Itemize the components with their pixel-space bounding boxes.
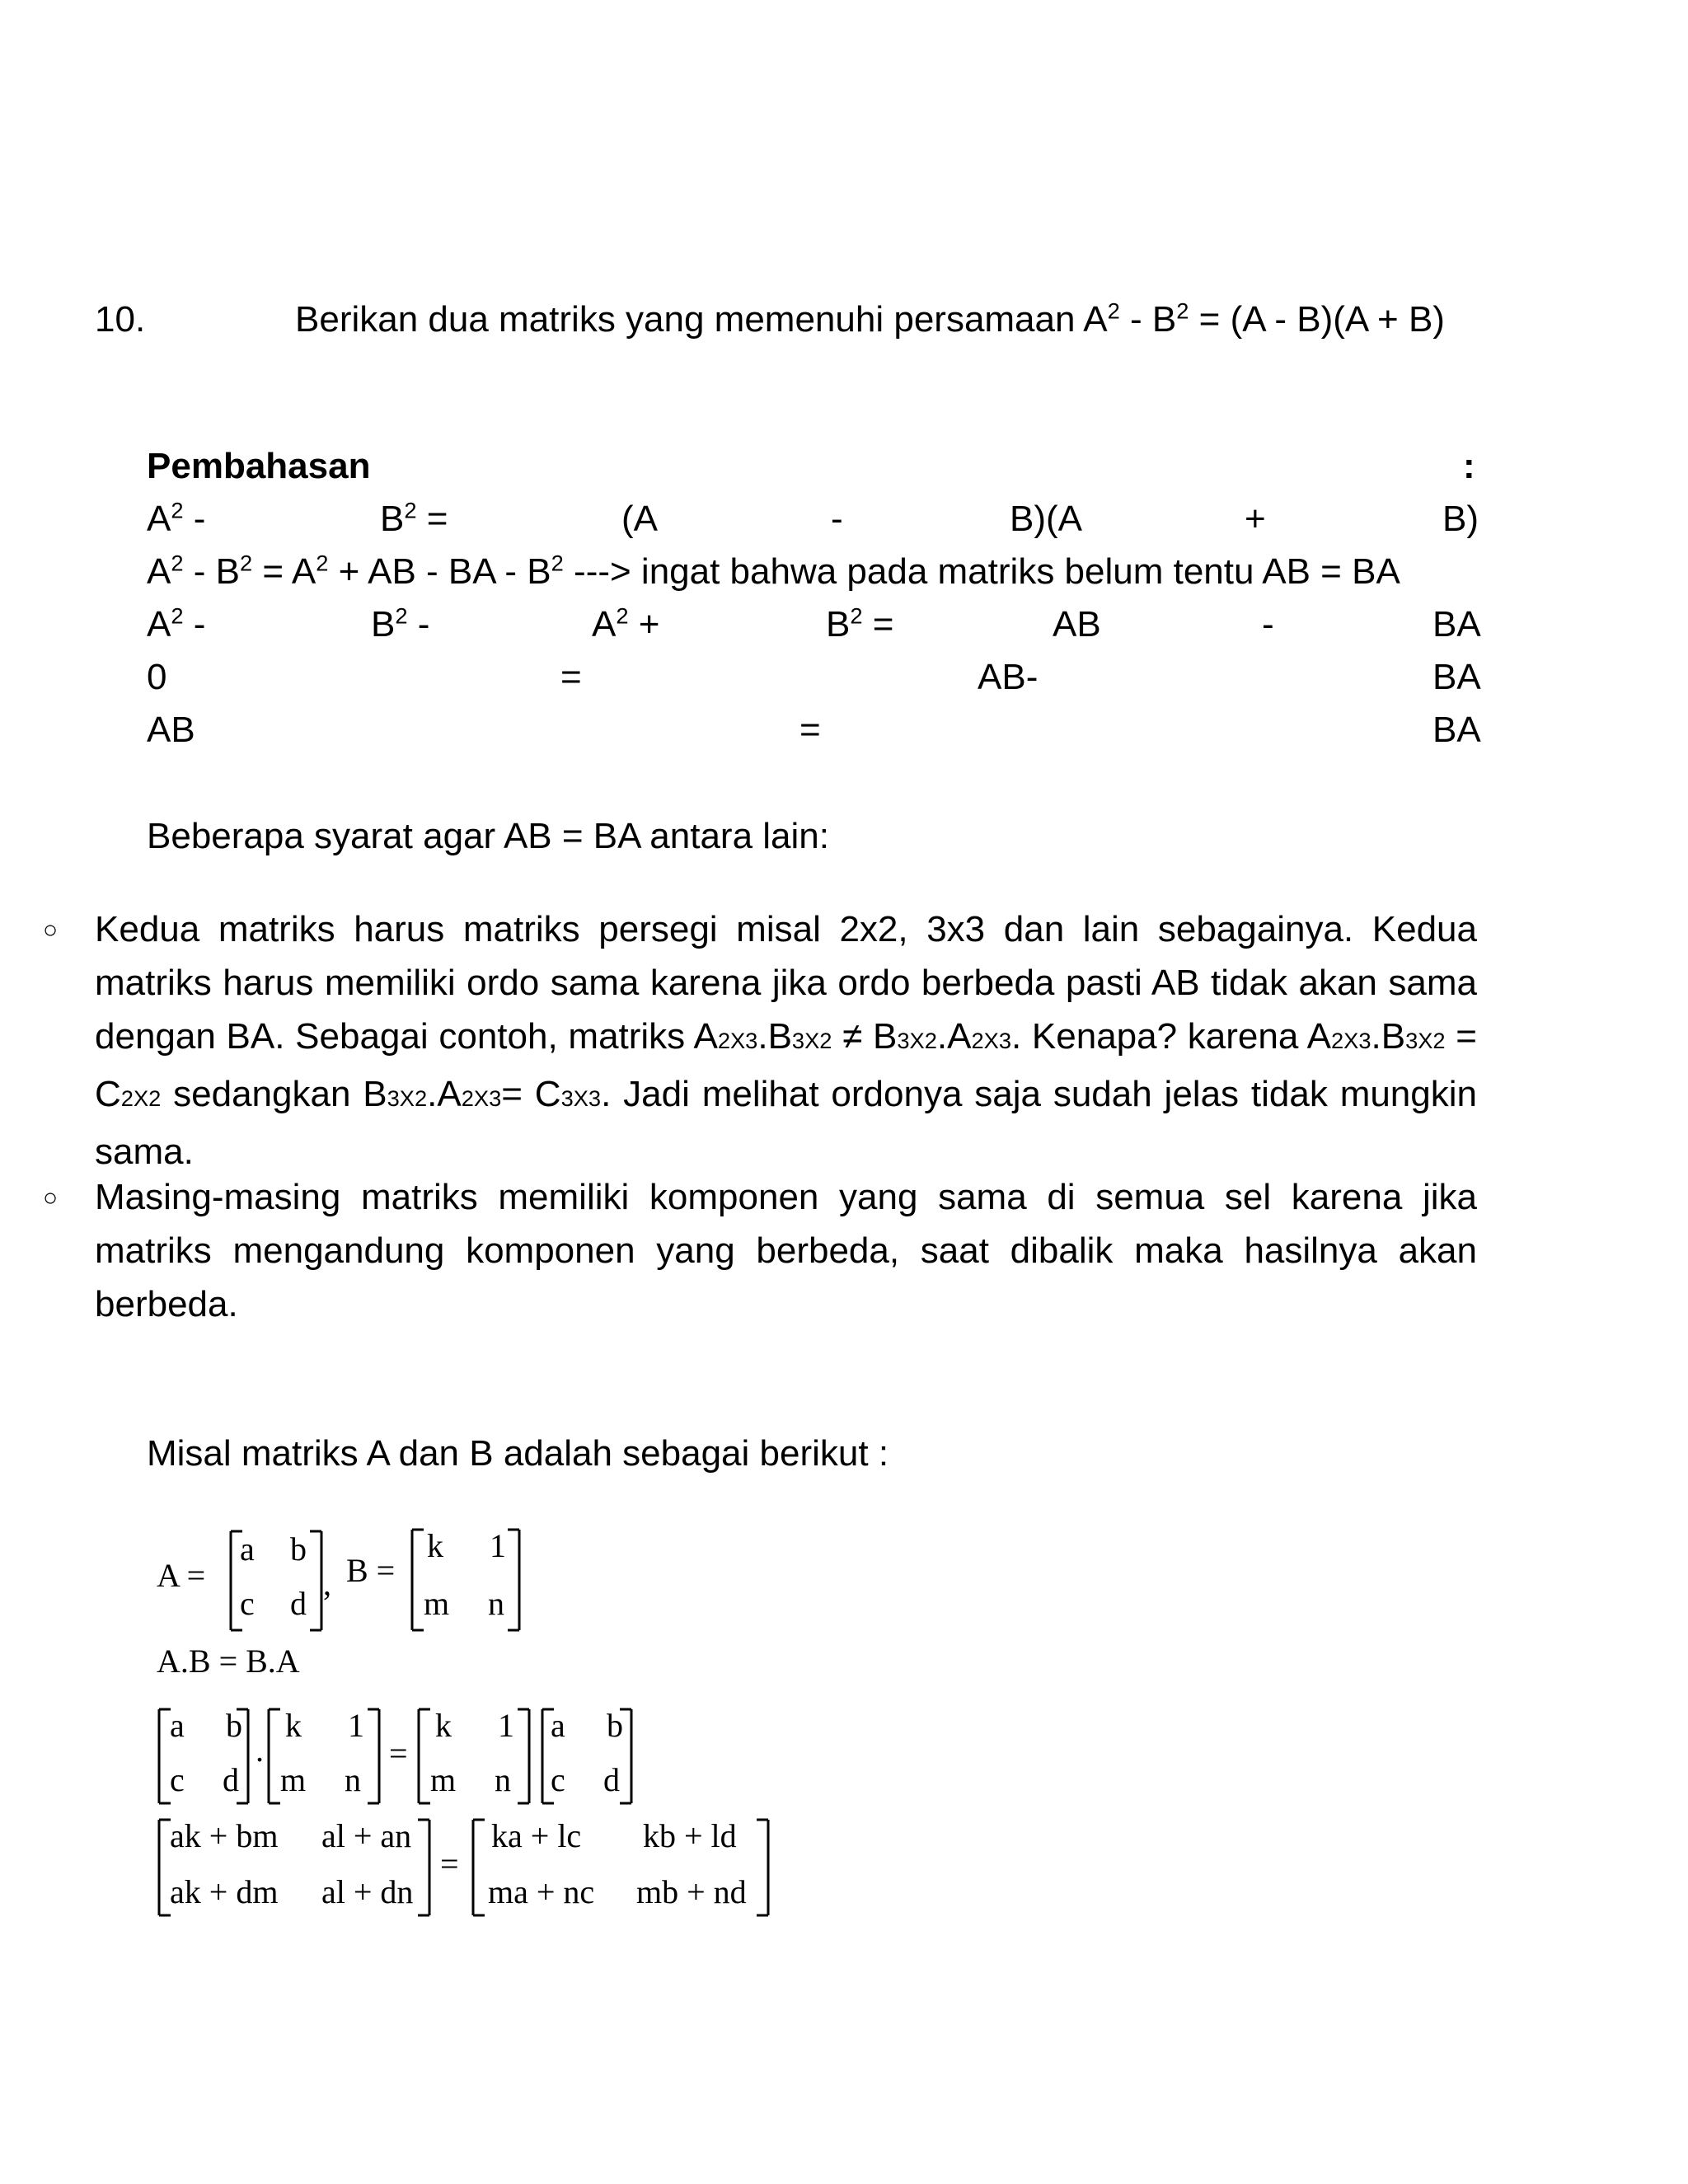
A-11: a — [240, 1530, 255, 1568]
result-right-22: mb + nd — [636, 1873, 747, 1910]
A-12: b — [290, 1530, 307, 1568]
eq2-A-21: c — [170, 1761, 185, 1798]
eq2-A-22: d — [223, 1761, 239, 1798]
bullet-1-text: Kedua matriks harus matriks persegi misal 2x2, 3x3 dan lain sebagainya. Kedua matriks harus memiliki ordo sama karena jika ordo berbeda pasti AB tidak akan sama dengan BA. Sebagai contoh, matriks A2X3.B3X2 ≠ B3X2.A2X3. Kenapa? karena A2X3.B3X2 = C2X2 sedangkan B3X2.A2X3= C3X3. Jadi melihat ordonya saja sudah jelas tidak mungkin sama. — [95, 909, 1478, 1172]
r1-c2: $B^2$ = — [380, 497, 448, 539]
eq2-A2-12: b — [607, 1707, 623, 1744]
eq2-A-11: a — [170, 1707, 185, 1744]
eq2-B2-12: 1 — [498, 1707, 514, 1744]
r3-c3: $A^2$ + — [592, 602, 660, 644]
r1-c1: $A^2$ - — [147, 497, 206, 539]
r1-c5: B)(A — [1010, 499, 1082, 539]
result-left-12: al + an — [321, 1817, 412, 1854]
r4-c3: AB- — [978, 657, 1039, 697]
result-right-11: ka + lc — [491, 1817, 582, 1854]
question-text: Berikan dua matriks yang memenuhi persamaan $A^2 - B^2 = (A - B)(A + B)$ — [295, 298, 1445, 340]
conditions-intro: Beberapa syarat agar AB = BA antara lain: — [147, 816, 829, 856]
equation-row-2: $A^2 - B^2 = A^2$ + AB - BA - $B^2$ ---> ingat bahwa pada matriks belum tentu AB = BA — [147, 550, 1400, 592]
r3-c1: $A^2$ - — [147, 602, 206, 644]
bullet-2-marker: ○ — [43, 1184, 59, 1212]
r1-c4: - — [831, 499, 843, 539]
r1-c6: + — [1245, 499, 1266, 539]
eq2-B-22: n — [345, 1761, 361, 1798]
eq2-equals: = — [389, 1735, 408, 1772]
A-21: c — [240, 1585, 255, 1622]
eq2-A2-22: d — [603, 1761, 620, 1798]
comma: , — [323, 1565, 331, 1602]
r5-c3: BA — [1432, 710, 1481, 750]
result-right-12: kb + ld — [643, 1817, 737, 1854]
eq2-B2-21: m — [430, 1761, 457, 1798]
B-21: m — [424, 1585, 450, 1622]
r5-c2: = — [799, 710, 821, 750]
B-22: n — [488, 1585, 504, 1622]
question-number: 10. — [95, 299, 146, 340]
bullet-2-text: Masing-masing matriks memiliki komponen yang sama di semua sel karena jika matriks mengandung komponen yang berbeda, saat dibalik maka hasilnya akan berbeda. — [95, 1177, 1477, 1324]
eq2-B-11: k — [285, 1707, 302, 1744]
eq2-B2-22: n — [495, 1761, 511, 1798]
r3-c6: - — [1262, 604, 1274, 644]
label-A: A = — [157, 1557, 206, 1594]
eq2-A2-11: a — [551, 1707, 565, 1744]
bracket-B — [404, 1528, 528, 1632]
eq2-B2-11: k — [435, 1707, 452, 1744]
result-right-21: ma + nc — [488, 1873, 595, 1910]
r1-c7: B) — [1442, 499, 1479, 539]
result-equals: = — [440, 1845, 459, 1882]
bracket-A — [223, 1530, 330, 1632]
r3-c2: $B^2$ - — [371, 602, 430, 644]
eq2-A2-21: c — [551, 1761, 565, 1798]
eq2-A-12: b — [226, 1707, 242, 1744]
label-B: B = — [346, 1552, 396, 1589]
B-12: 1 — [490, 1527, 506, 1564]
example-intro: Misal matriks A dan B adalah sebagai berikut : — [147, 1433, 889, 1474]
r5-c1: AB — [147, 710, 195, 750]
eq2-B-21: m — [280, 1761, 307, 1798]
eq2-dot: . — [256, 1732, 264, 1769]
A-22: d — [290, 1585, 307, 1622]
r1-c3: (A — [621, 499, 658, 539]
result-left-11: ak + bm — [170, 1817, 279, 1854]
discussion-heading: Pembahasan — [147, 446, 371, 486]
r3-c5: AB — [1053, 604, 1101, 644]
result-left-21: ak + dm — [170, 1873, 279, 1910]
result-left-22: al + dn — [321, 1873, 414, 1910]
r4-c1: 0 — [147, 657, 167, 697]
eq2-B-12: 1 — [348, 1707, 364, 1744]
r4-c2: = — [560, 657, 582, 697]
r4-c4: BA — [1432, 657, 1481, 697]
bullet-1-marker: ○ — [43, 916, 59, 944]
heading-colon: : — [1463, 446, 1475, 486]
r3-c4: $B^2$ = — [826, 602, 894, 644]
eq-AB-BA: A.B = B.A — [157, 1643, 300, 1680]
B-11: k — [427, 1527, 443, 1564]
r3-c7: BA — [1432, 604, 1481, 644]
